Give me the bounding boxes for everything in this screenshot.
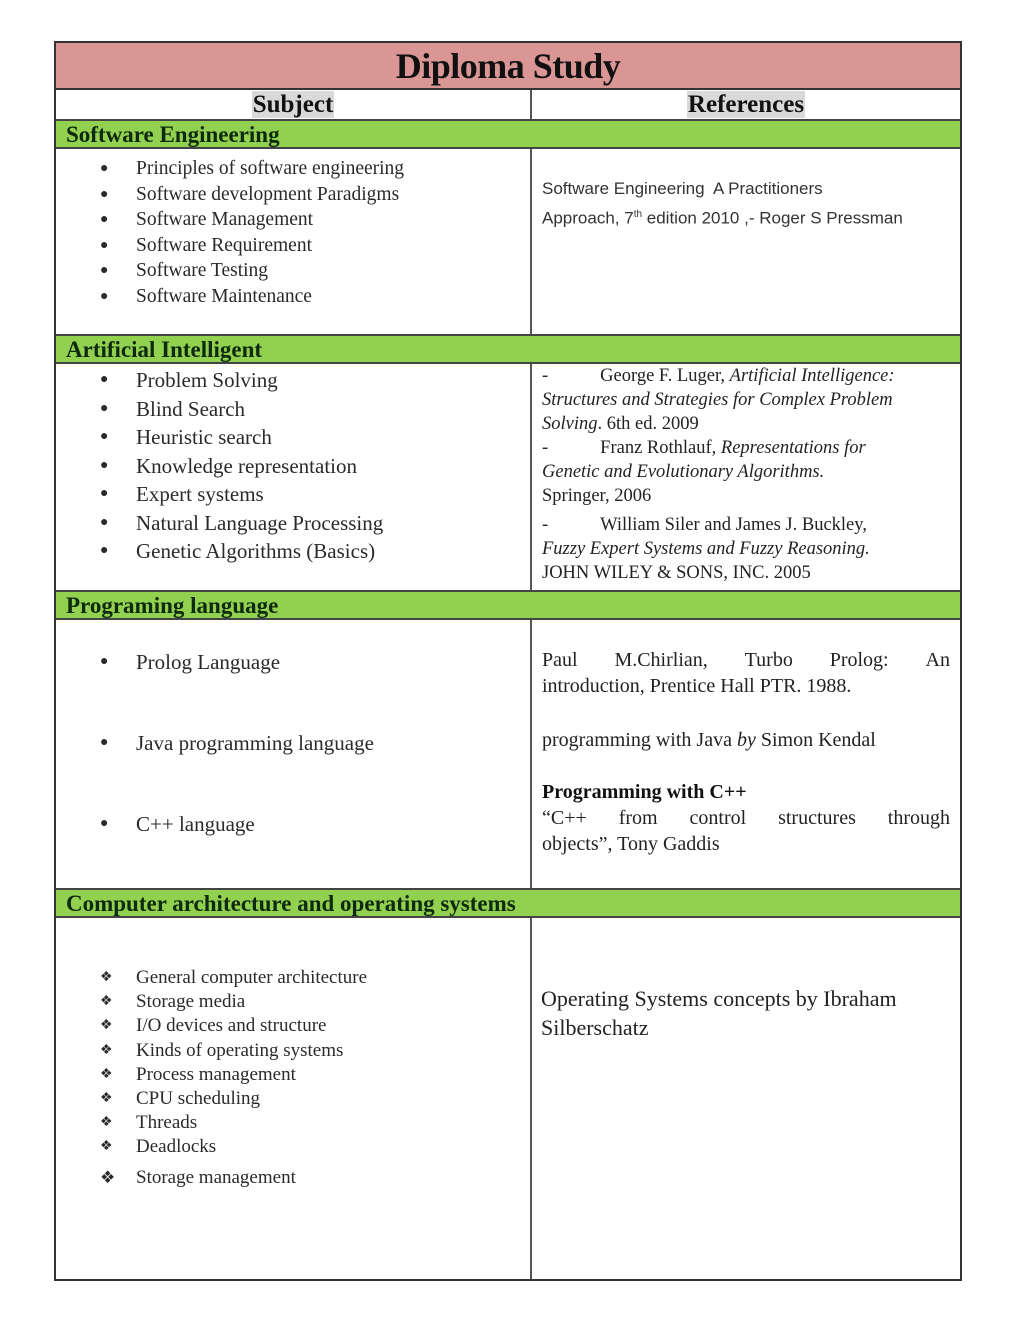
bullet-icon: ● xyxy=(100,735,109,750)
reference-cell xyxy=(532,620,960,888)
list-item: ● Heuristic search xyxy=(100,423,383,452)
subject-cell xyxy=(56,364,530,590)
list-item: ● Principles of software engineering xyxy=(100,156,404,182)
list-item: ❖ General computer architecture xyxy=(100,966,367,990)
list-item: ❖ I/O devices and structure xyxy=(100,1014,367,1038)
diamond-bullet-icon: ❖ xyxy=(100,1066,113,1082)
list-item: ● Natural Language Processing xyxy=(100,509,383,538)
reference-cpp: Programming with C++ “C++ from control structures through objects”, Tony Gaddis xyxy=(542,781,950,855)
diamond-bullet-icon: ❖ xyxy=(100,1167,116,1187)
references-header-cell xyxy=(532,90,960,119)
column-header-row xyxy=(56,90,960,121)
subject-cell xyxy=(56,149,530,334)
list-item: ❖ Deadlocks xyxy=(100,1135,367,1159)
topic-list xyxy=(100,966,367,1190)
reference-item: - Franz Rothlauf, Representations for Genetic and Evolutionary Algorithms. Springer, 2006 xyxy=(542,438,866,506)
topic-list xyxy=(100,156,404,310)
diamond-bullet-icon: ❖ xyxy=(100,1042,113,1058)
section-title: Artificial Intelligent xyxy=(66,337,263,362)
reference-list xyxy=(542,364,950,585)
list-item: ● Software Testing xyxy=(100,258,404,284)
bullet-icon: ● xyxy=(100,263,109,279)
bullet-icon: ● xyxy=(100,654,109,669)
reference-cell xyxy=(532,149,960,334)
bullet-icon: ● xyxy=(100,237,109,253)
subject-header-cell xyxy=(56,90,530,119)
page-title: Diploma Study xyxy=(395,46,621,86)
section-body-software-engineering xyxy=(56,149,960,334)
list-item: ❖ CPU scheduling xyxy=(100,1087,367,1111)
bullet-icon: ● xyxy=(100,186,109,202)
topic-list xyxy=(100,366,383,566)
list-item: ❖ Storage media xyxy=(100,990,367,1014)
diamond-bullet-icon: ❖ xyxy=(100,1139,113,1155)
section-title: Computer architecture and operating systems xyxy=(66,891,516,916)
bullet-icon: ● xyxy=(100,212,109,228)
section-heading-artificial-intelligent xyxy=(56,334,960,364)
bullet-icon: ● xyxy=(100,400,109,416)
section-heading-computer-architecture xyxy=(56,888,960,918)
diamond-bullet-icon: ❖ xyxy=(100,994,113,1010)
section-body-artificial-intelligent xyxy=(56,364,960,590)
reference-item: - William Siler and James J. Buckley, Fuzzy Expert Systems and Fuzzy Reasoning. JOHN WILEY & SONS, INC. 2005 xyxy=(542,515,870,583)
list-item: ● Prolog Language xyxy=(100,650,281,674)
reference-cell xyxy=(532,918,960,1279)
list-item: ● Blind Search xyxy=(100,395,383,424)
section-title: Software Engineering xyxy=(66,122,280,147)
section-body-computer-architecture xyxy=(56,918,960,1279)
reference-item: - George F. Luger, Artificial Intelligence: Structures and Strategies for Complex Problem Solving. 6th ed. 2009 xyxy=(542,366,895,434)
bullet-icon: ● xyxy=(100,288,109,304)
bullet-icon: ● xyxy=(100,543,109,558)
list-item: ● Software Requirement xyxy=(100,233,404,259)
diamond-bullet-icon: ❖ xyxy=(100,970,113,985)
bullet-icon: ● xyxy=(100,372,109,387)
section-heading-software-engineering xyxy=(56,119,960,149)
reference-prolog: Paul M.Chirlian, Turbo Prolog: An introduction, Prentice Hall PTR. 1988. xyxy=(542,649,950,697)
title-row xyxy=(56,43,960,90)
reference-java: programming with Java by Simon Kendal xyxy=(542,729,876,751)
diploma-study-table xyxy=(54,41,962,1281)
list-item: ❖ Storage management xyxy=(100,1166,367,1190)
list-item: ● Genetic Algorithms (Basics) xyxy=(100,537,383,566)
subject-cell xyxy=(56,620,530,888)
list-item: ● Expert systems xyxy=(100,480,383,509)
section-heading-programing-language xyxy=(56,590,960,620)
bullet-icon: ● xyxy=(100,816,109,831)
list-item: ● Problem Solving xyxy=(100,366,383,395)
topic-list xyxy=(100,648,374,838)
list-item: ❖ Threads xyxy=(100,1111,367,1135)
reference-cell xyxy=(532,364,960,590)
list-item: ● Knowledge representation xyxy=(100,452,383,481)
bullet-icon: ● xyxy=(100,486,109,501)
references-header: References xyxy=(687,91,805,118)
list-item: ● Software development Paradigms xyxy=(100,182,404,208)
list-item: ❖ Process management xyxy=(100,1063,367,1087)
bullet-icon: ● xyxy=(100,429,109,444)
reference-text: Software Engineering A Practitioners Approach, 7th edition 2010 ,- Roger S Pressman xyxy=(542,179,903,228)
list-item: ● Software Management xyxy=(100,207,404,233)
diamond-bullet-icon: ❖ xyxy=(100,1115,113,1131)
section-title: Programing language xyxy=(66,593,279,618)
bullet-icon: ● xyxy=(100,161,109,176)
diamond-bullet-icon: ❖ xyxy=(100,1091,113,1107)
list-item: ● Java programming language xyxy=(100,731,374,755)
list-item: ● Software Maintenance xyxy=(100,284,404,310)
list-item: ● C++ language xyxy=(100,812,255,836)
bullet-icon: ● xyxy=(100,457,109,473)
reference-text: Operating Systems concepts by Ibraham Silberschatz xyxy=(541,986,897,1040)
subject-header: Subject xyxy=(252,91,334,118)
list-item: ❖ Kinds of operating systems xyxy=(100,1039,367,1063)
bullet-icon: ● xyxy=(100,514,109,530)
subject-cell xyxy=(56,918,530,1279)
diamond-bullet-icon: ❖ xyxy=(100,1018,113,1034)
section-body-programing-language xyxy=(56,620,960,888)
